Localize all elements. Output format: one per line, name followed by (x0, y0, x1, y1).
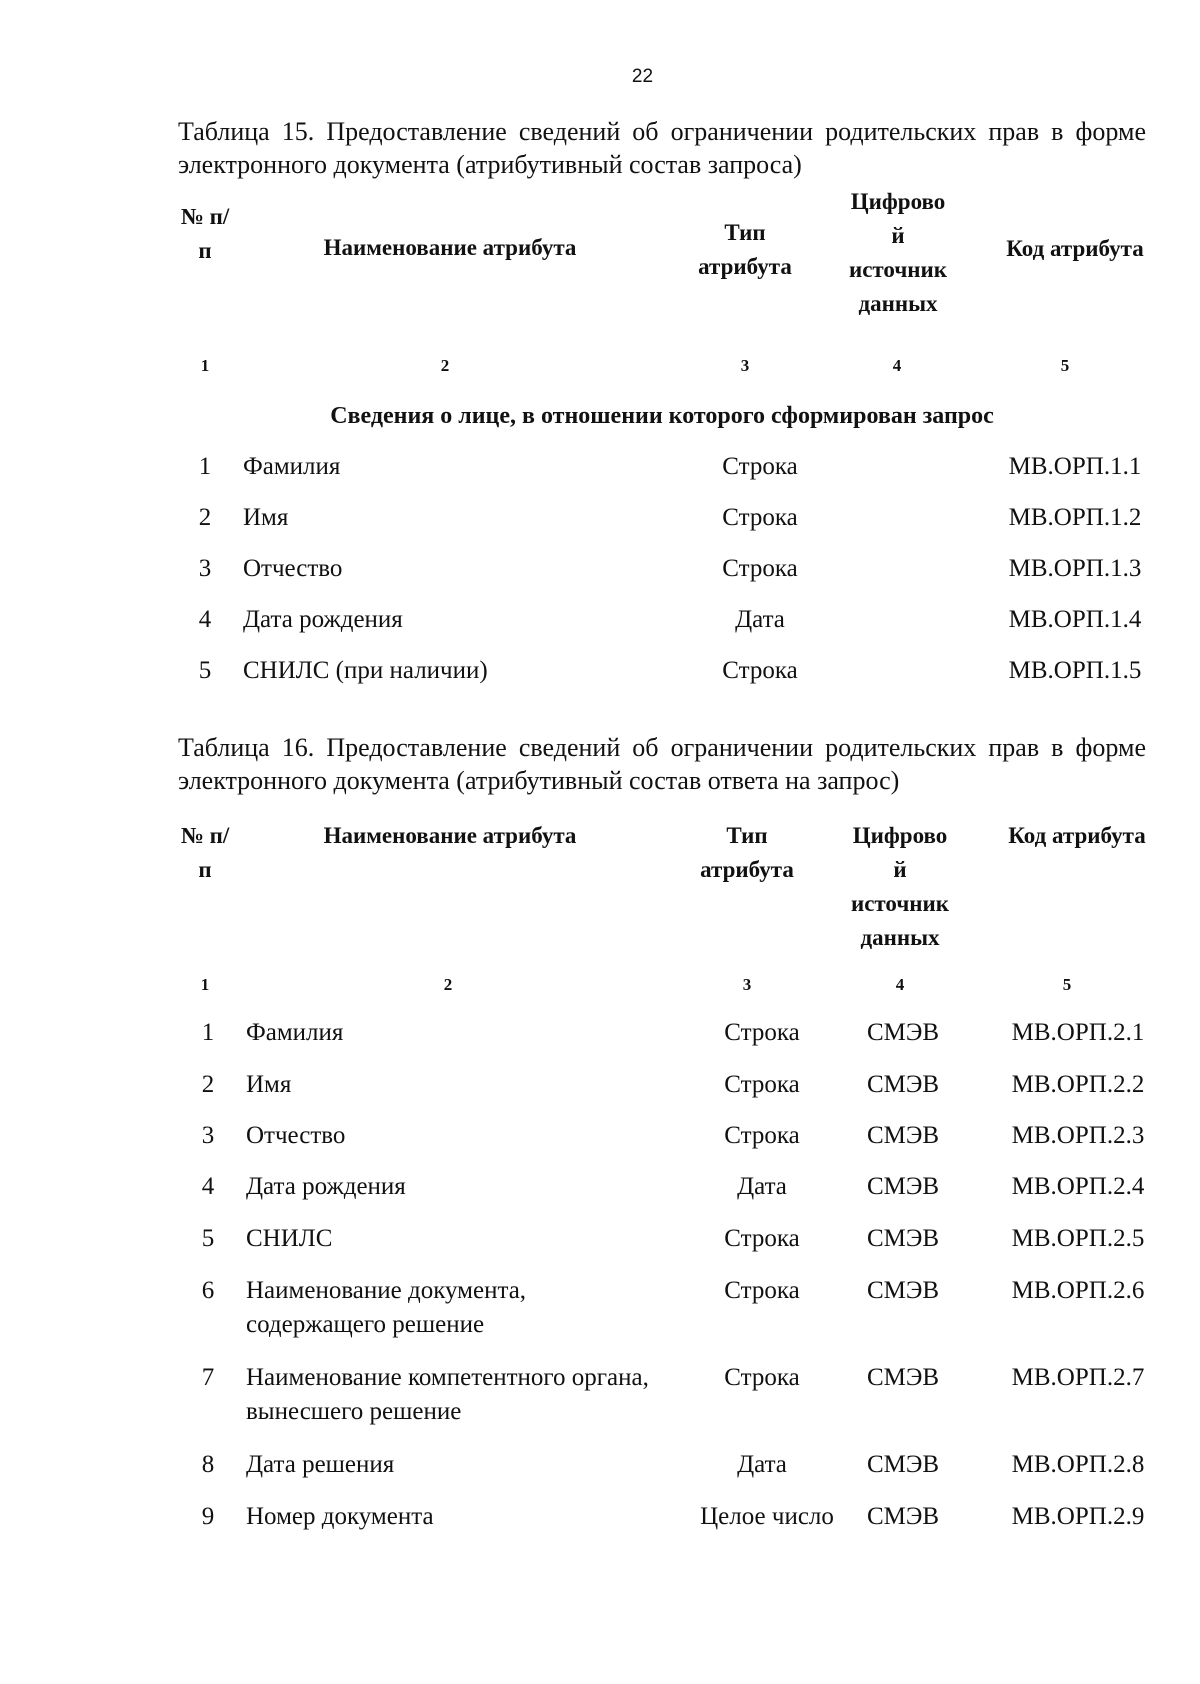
attribute-type: Строка (722, 504, 798, 531)
table-15-col-number: 5 (1060, 356, 1070, 375)
attribute-type: Строка (722, 555, 798, 582)
table-16-header-source: Цифрово й источник данных (850, 823, 950, 950)
table-15-col-number: 2 (440, 356, 450, 375)
attribute-code: МВ.ОРП.1.1 (1008, 453, 1142, 480)
table-15-header-code: Код атрибута (1006, 236, 1144, 261)
row-number: 4 (198, 606, 212, 633)
row-number: 3 (198, 555, 212, 582)
table-16-header-code: Код атрибута (1008, 823, 1146, 848)
table-16-col-number: 3 (742, 975, 752, 994)
attribute-name: Дата решения (246, 1451, 395, 1478)
row-number: 3 (201, 1122, 215, 1149)
attribute-type: Строка (724, 1364, 800, 1391)
table-15-caption-line-2: электронного документа (атрибутивный состав запроса) (178, 150, 802, 179)
attribute-type: Целое число (700, 1503, 834, 1530)
attribute-type: Строка (724, 1019, 800, 1046)
row-number: 5 (198, 657, 212, 684)
attribute-code: МВ.ОРП.1.5 (1008, 657, 1142, 684)
attribute-source: СМЭВ (866, 1225, 940, 1252)
attribute-type: Дата (737, 1173, 787, 1200)
attribute-source: СМЭВ (866, 1364, 940, 1391)
table-16-col-number: 4 (895, 975, 905, 994)
table-15-header-source: Цифрово й источник данных (848, 189, 948, 316)
attribute-type: Строка (722, 453, 798, 480)
attribute-code: МВ.ОРП.2.5 (1011, 1225, 1145, 1252)
attribute-code: МВ.ОРП.1.3 (1008, 555, 1142, 582)
attribute-code: МВ.ОРП.2.3 (1011, 1122, 1145, 1149)
table-16-col-number: 1 (200, 975, 210, 994)
row-number: 1 (198, 453, 212, 480)
attribute-name: Отчество (246, 1122, 346, 1149)
attribute-name: Номер документа (246, 1503, 434, 1530)
table-15-caption-line-1: Таблица 15. Предоставление сведений об ограничении родительских прав в форме (178, 117, 1146, 146)
table-15-header-num: № п/ п (180, 204, 230, 263)
attribute-code: МВ.ОРП.2.6 (1011, 1277, 1145, 1304)
attribute-name: Дата рождения (243, 606, 403, 633)
table-16-header-name: Наименование атрибута (323, 823, 577, 848)
table-15-section-title: Сведения о лице, в отношении которого сформирован запрос (330, 403, 994, 429)
page-number: 22 (631, 66, 654, 87)
attribute-code: МВ.ОРП.2.4 (1011, 1173, 1145, 1200)
attribute-source: СМЭВ (866, 1019, 940, 1046)
row-number: 2 (198, 504, 212, 531)
attribute-source: СМЭВ (866, 1503, 940, 1530)
attribute-name: Наименование документа, содержащего решение (246, 1277, 527, 1338)
attribute-type: Строка (724, 1277, 800, 1304)
attribute-type: Строка (724, 1071, 800, 1098)
attribute-code: МВ.ОРП.2.1 (1011, 1019, 1145, 1046)
attribute-source: СМЭВ (866, 1173, 940, 1200)
attribute-type: Дата (737, 1451, 787, 1478)
attribute-code: МВ.ОРП.2.2 (1011, 1071, 1145, 1098)
row-number: 2 (201, 1071, 215, 1098)
table-16-col-number: 2 (443, 975, 453, 994)
attribute-code: МВ.ОРП.2.8 (1011, 1451, 1145, 1478)
row-number: 1 (201, 1019, 215, 1046)
row-number: 8 (201, 1451, 215, 1478)
row-number: 9 (201, 1503, 215, 1530)
table-16-header-num: № п/ п (180, 823, 230, 882)
attribute-name: СНИЛС (при наличии) (243, 657, 488, 684)
table-15-header-name: Наименование атрибута (323, 235, 577, 260)
attribute-code: МВ.ОРП.2.7 (1011, 1364, 1145, 1391)
table-16-caption (178, 731, 1146, 797)
attribute-source: СМЭВ (866, 1071, 940, 1098)
table-15-col-number: 1 (200, 356, 210, 375)
row-number: 7 (201, 1364, 215, 1391)
attribute-source: СМЭВ (866, 1451, 940, 1478)
table-15-header-type: Тип атрибута (698, 220, 792, 279)
table-16-caption-line-1: Таблица 16. Предоставление сведений об ограничении родительских прав в форме (178, 733, 1146, 762)
attribute-code: МВ.ОРП.2.9 (1011, 1503, 1145, 1530)
attribute-name: Фамилия (243, 453, 341, 480)
row-number: 5 (201, 1225, 215, 1252)
table-15-caption (178, 115, 1146, 181)
table-16-header-type: Тип атрибута (700, 823, 794, 882)
attribute-code: МВ.ОРП.1.4 (1008, 606, 1142, 633)
attribute-name: Имя (246, 1071, 292, 1098)
attribute-type: Дата (735, 606, 785, 633)
table-16-caption-line-2: электронного документа (атрибутивный состав ответа на запрос) (178, 766, 900, 795)
attribute-code: МВ.ОРП.1.2 (1008, 504, 1142, 531)
attribute-source: СМЭВ (866, 1122, 940, 1149)
attribute-name: Имя (243, 504, 289, 531)
table-15-col-number: 4 (892, 356, 902, 375)
attribute-name: СНИЛС (246, 1225, 333, 1252)
attribute-name: Фамилия (246, 1019, 344, 1046)
attribute-type: Строка (724, 1225, 800, 1252)
table-15-col-number: 3 (740, 356, 750, 375)
table-16-col-number: 5 (1062, 975, 1072, 994)
attribute-source: СМЭВ (866, 1277, 940, 1304)
attribute-name: Отчество (243, 555, 343, 582)
attribute-type: Строка (724, 1122, 800, 1149)
row-number: 4 (201, 1173, 215, 1200)
attribute-type: Строка (722, 657, 798, 684)
attribute-name: Наименование компетентного органа, вынесшего решение (246, 1364, 649, 1425)
attribute-name: Дата рождения (246, 1173, 406, 1200)
row-number: 6 (201, 1277, 215, 1304)
